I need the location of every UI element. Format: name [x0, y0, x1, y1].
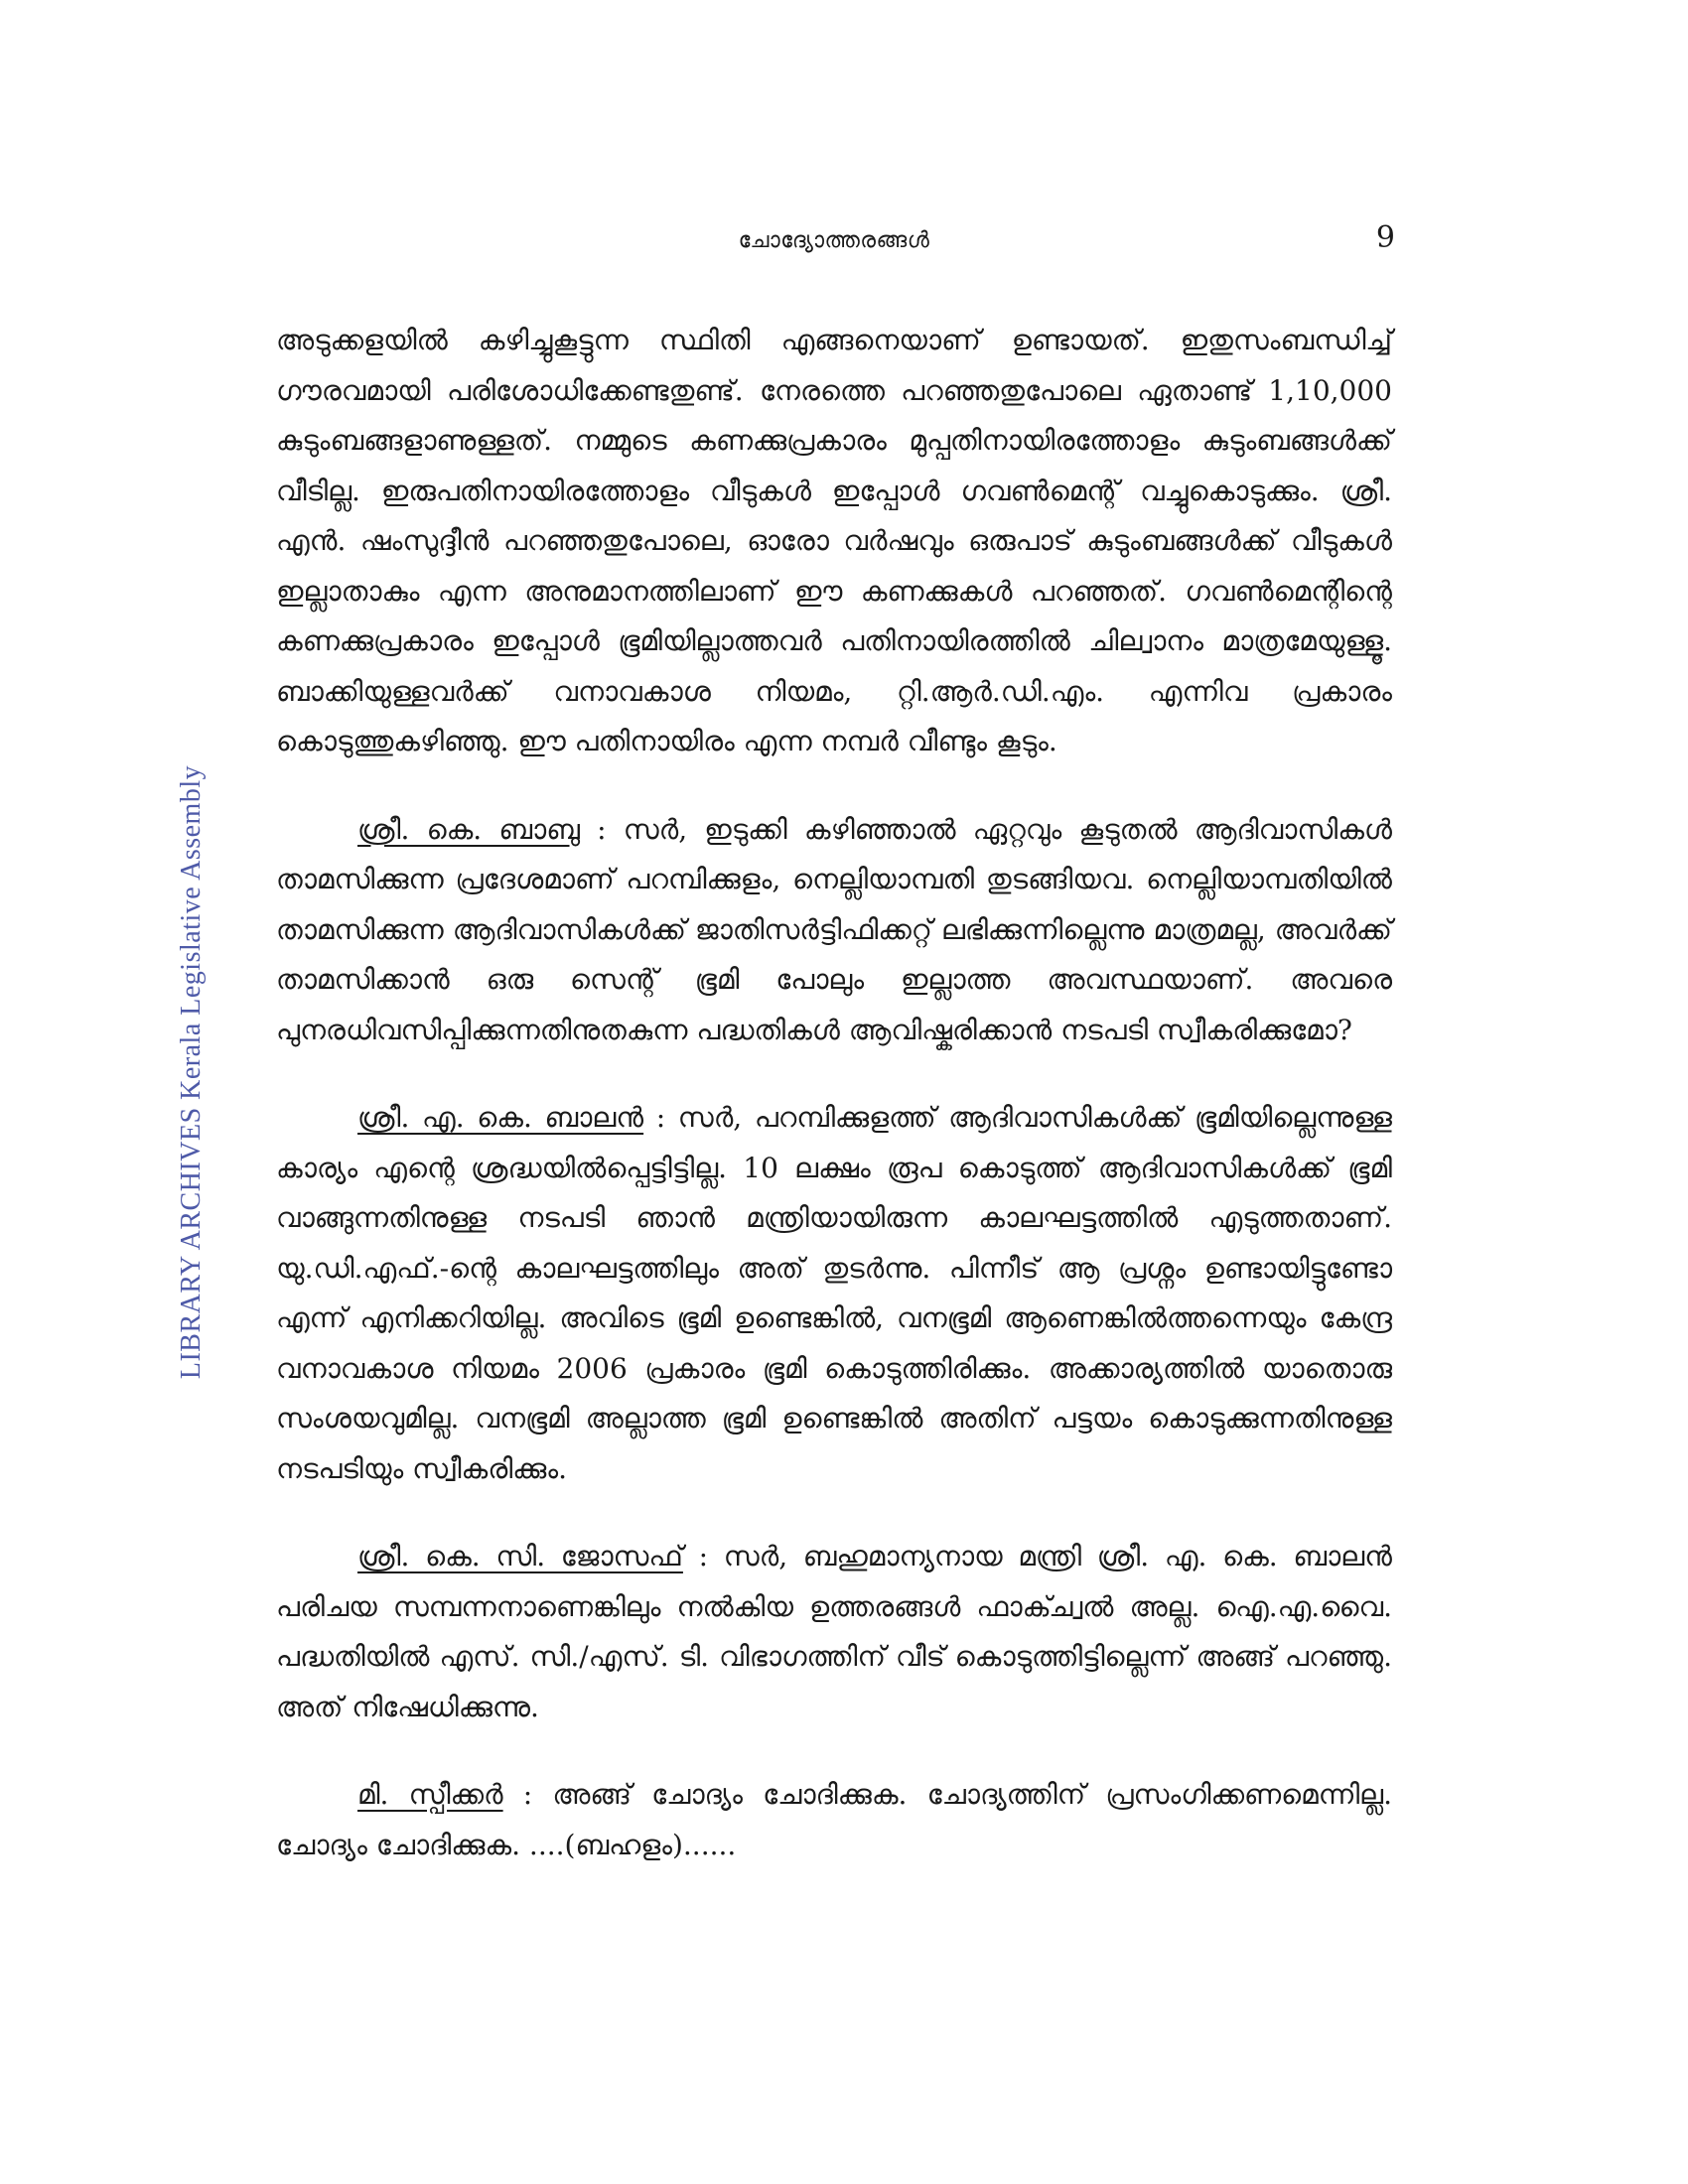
paragraph-text: സർ, പറമ്പിക്കുളത്ത് ആദിവാസികൾക്ക് ഭൂമിയില്ലെന്നുള്ള കാര്യം എന്റെ ശ്രദ്ധയിൽപ്പെട്ടിട്ടില്ല. 10 ലക്ഷം രൂപ കൊടുത്ത് ആദിവാസികൾക്ക് ഭൂമി വാങ്ങുന്നതിനുള്ള നടപടി ഞാൻ മന്ത്രിയായിരുന്ന കാലഘട്ടത്തിൽ എടുത്തതാണ്. യു.ഡി.എഫ്.-ന്റെ കാലഘട്ടത്തിലും അത് തുടർന്നു. പിന്നീട് ആ പ്രശ്നം ഉണ്ടായിട്ടുണ്ടോ എന്ന് എനിക്കറിയില്ല. അവിടെ ഭൂമി ഉണ്ടെങ്കിൽ, വനഭൂമി ആണെങ്കിൽത്തന്നെയും കേന്ദ്ര വനാവകാശ നിയമം 2006 പ്രകാരം ഭൂമി കൊടുത്തിരിക്കും. അക്കാര്യത്തിൽ യാതൊരു സംശയവുമില്ല. വനഭൂമി അല്ലാത്ത ഭൂമി ഉണ്ടെങ്കിൽ അതിന് പട്ടയം കൊടുക്കുന്നതിനുള്ള നടപടിയും സ്വീകരിക്കും. — [276, 1101, 1392, 1485]
side-watermark: LIBRARY ARCHIVES Kerala Legislative Assembly — [176, 764, 207, 1380]
paragraph-text: അങ്ങ് ചോദ്യം ചോദിക്കുക. ചോദ്യത്തിന് പ്രസംഗിക്കണമെന്നില്ല. ചോദ്യം ചോദിക്കുക. ....(ബഹളം)...... — [276, 1778, 1392, 1861]
speaker-name: ശ്രീ. കെ. സി. ജോസഫ് — [357, 1540, 683, 1572]
paragraph-a-k-balan — [276, 1093, 1392, 1494]
paragraph-k-babu — [276, 805, 1392, 1056]
speaker-name: മി. സ്പീക്കർ — [357, 1778, 503, 1811]
speaker-separator: : — [682, 1540, 724, 1572]
speaker-name: ശ്രീ. എ. കെ. ബാലൻ — [357, 1101, 644, 1134]
speaker-name: ശ്രീ. കെ. ബാബു — [357, 812, 580, 846]
speaker-separator: : — [643, 1101, 678, 1134]
page-number: 9 — [1375, 220, 1395, 255]
paragraph-text: സർ, ബഹുമാന്യനായ മന്ത്രി ശ്രീ. എ. കെ. ബാലൻ പരിചയ സമ്പന്നനാണെങ്കിലും നൽകിയ ഉത്തരങ്ങൾ ഫാക്ച്വൽ അല്ല. ഐ.എ.വൈ. പദ്ധതിയിൽ എസ്. സി./എസ്. ടി. വിഭാഗത്തിന് വീട് കൊടുത്തിട്ടില്ലെന്ന് അങ്ങ് പറഞ്ഞു. അത് നിഷേധിക്കുന്നു. — [276, 1540, 1392, 1723]
speaker-separator: : — [502, 1778, 553, 1811]
body-text — [276, 316, 1392, 1908]
running-head: ചോദ്യോത്തരങ്ങൾ — [738, 228, 930, 253]
speaker-separator: : — [579, 812, 624, 846]
paragraph-k-c-joseph — [276, 1532, 1392, 1732]
paragraph-text: സർ, ഇടുക്കി കഴിഞ്ഞാൽ ഏറ്റവും കൂടുതൽ ആദിവാസികൾ താമസിക്കുന്ന പ്രദേശമാണ് പറമ്പിക്കുളം, നെല്ലിയാമ്പതി തുടങ്ങിയവ. നെല്ലിയാമ്പതിയിൽ താമസിക്കുന്ന ആദിവാസികൾക്ക് ജാതിസർട്ടിഫിക്കറ്റ് ലഭിക്കുന്നില്ലെന്നു മാത്രമല്ല, അവർക്ക് താമസിക്കാൻ ഒരു സെന്റ് ഭൂമി പോലും ഇല്ലാത്ത അവസ്ഥയാണ്. അവരെ പുനരധിവസിപ്പിക്കുന്നതിനുതകുന്ന പദ്ധതികൾ ആവിഷ്കരിക്കാൻ നടപടി സ്വീകരിക്കുമോ? — [276, 812, 1393, 1046]
paragraph-speaker — [276, 1770, 1392, 1870]
paragraph-text: അടുക്കളയിൽ കഴിച്ചുകൂട്ടുന്ന സ്ഥിതി എങ്ങനെയാണ് ഉണ്ടായത്. ഇതുസംബന്ധിച്ച് ഗൗരവമായി പരിശോധിക്കേണ്ടതുണ്ട്. നേരത്തെ പറഞ്ഞതുപോലെ ഏതാണ്ട് 1,10,000 കുടുംബങ്ങളാണുള്ളത്. നമ്മുടെ കണക്കുപ്രകാരം മുപ്പതിനായിരത്തോളം കുടുംബങ്ങൾക്ക് വീടില്ല. ഇരുപതിനായിരത്തോളം വീടുകൾ ഇപ്പോൾ ഗവൺമെന്റ് വച്ചുകൊടുക്കും. ശ്രീ. എൻ. ഷംസുദ്ദീൻ പറഞ്ഞതുപോലെ, ഓരോ വർഷവും ഒരുപാട് കുടുംബങ്ങൾക്ക് വീടുകൾ ഇല്ലാതാകും എന്ന അനുമാനത്തിലാണ് ഈ കണക്കുകൾ പറഞ്ഞത്. ഗവൺമെന്റിന്റെ കണക്കുപ്രകാരം ഇപ്പോൾ ഭൂമിയില്ലാത്തവർ പതിനായിരത്തിൽ ചില്വാനം മാത്രമേയുള്ളൂ. ബാക്കിയുള്ളവർക്ക് വനാവകാശ നിയമം, റ്റി.ആർ.ഡി.എം. എന്നിവ പ്രകാരം കൊടുത്തുകഴിഞ്ഞു. ഈ പതിനായിരം എന്ന നമ്പർ വീണ്ടും കൂടും. — [276, 324, 1392, 757]
paragraph-continuation — [276, 316, 1392, 767]
page-header — [273, 220, 1395, 270]
